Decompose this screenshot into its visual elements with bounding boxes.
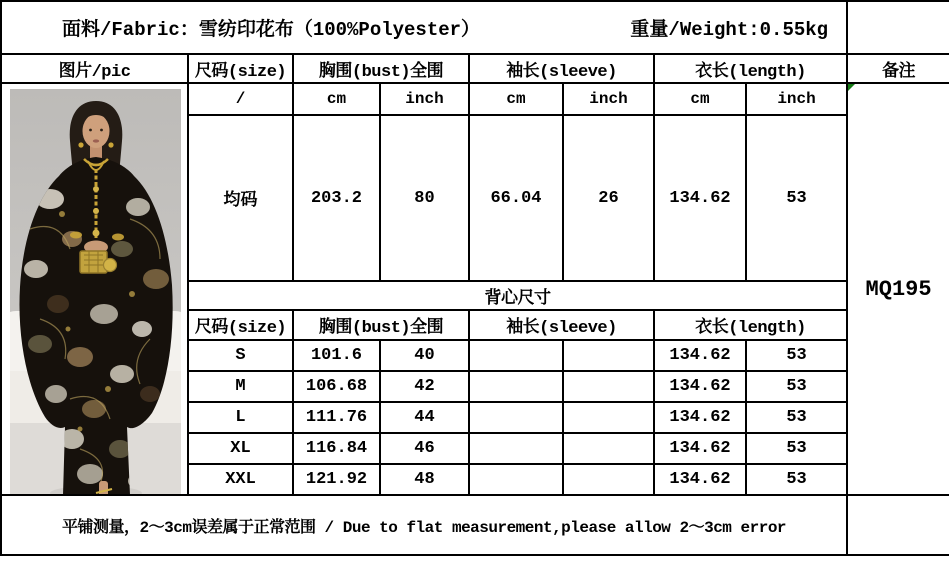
- vest-size-label: XL: [188, 433, 293, 464]
- vest-sleeve-inch: [563, 371, 654, 402]
- main-header-row: [1, 54, 949, 83]
- vest-bust-inch: 42: [380, 371, 469, 402]
- vest-length-cm: 134.62: [654, 340, 746, 371]
- product-photo: [10, 89, 181, 495]
- vest-length-inch: 53: [746, 402, 847, 433]
- product-photo-cell: [1, 83, 188, 495]
- vest-sleeve-cm: [469, 402, 563, 433]
- unit-slash-cell: /: [188, 83, 293, 115]
- vest-sleeve-cm: [469, 371, 563, 402]
- fabric-weight-row: [1, 1, 949, 54]
- vest-bust-inch: 48: [380, 464, 469, 495]
- one-size-sleeve-cm: 66.04: [469, 115, 563, 281]
- vest-length-inch: 53: [746, 371, 847, 402]
- footer-empty-cell: [847, 495, 949, 555]
- vest-sleeve-inch: [563, 402, 654, 433]
- vest-bust-inch: 44: [380, 402, 469, 433]
- col-header-size: 尺码(size): [188, 54, 293, 83]
- vest-col-size: 尺码(size): [188, 310, 293, 340]
- vest-length-inch: 53: [746, 340, 847, 371]
- notes-cell: [847, 83, 949, 495]
- fabric-weight-cell: [1, 1, 847, 54]
- vest-length-cm: 134.62: [654, 371, 746, 402]
- vest-col-length: 衣长(length): [654, 310, 847, 340]
- col-header-notes: 备注: [847, 54, 949, 83]
- unit-length-inch: inch: [746, 83, 847, 115]
- weight-label: 重量/Weight:0.55kg: [630, 19, 829, 41]
- vest-size-label: M: [188, 371, 293, 402]
- vest-sleeve-cm: [469, 340, 563, 371]
- unit-sleeve-cm: cm: [469, 83, 563, 115]
- vest-sleeve-inch: [563, 433, 654, 464]
- unit-length-cm: cm: [654, 83, 746, 115]
- unit-bust-cm: cm: [293, 83, 380, 115]
- vest-length-inch: 53: [746, 433, 847, 464]
- vest-bust-cm: 101.6: [293, 340, 380, 371]
- vest-sleeve-cm: [469, 464, 563, 495]
- units-row: [1, 83, 949, 115]
- one-size-bust-cm: 203.2: [293, 115, 380, 281]
- fabric-label: 面料/Fabric：雪纺印花布（100%Polyester）: [62, 19, 481, 41]
- footer-row: [1, 495, 949, 555]
- notes-value: MQ195: [865, 276, 932, 302]
- vest-bust-inch: 40: [380, 340, 469, 371]
- vest-section-title: 背心尺寸: [188, 281, 847, 310]
- vest-bust-cm: 116.84: [293, 433, 380, 464]
- footer-note: 平铺测量，2～3cm误差属于正常范围 / Due to flat measurement,please allow 2～3cm error: [62, 518, 787, 537]
- one-size-sleeve-inch: 26: [563, 115, 654, 281]
- unit-bust-inch: inch: [380, 83, 469, 115]
- vest-sleeve-cm: [469, 433, 563, 464]
- vest-length-cm: 134.62: [654, 464, 746, 495]
- col-header-sleeve: 袖长(sleeve): [469, 54, 654, 83]
- vest-length-cm: 134.62: [654, 433, 746, 464]
- one-size-length-cm: 134.62: [654, 115, 746, 281]
- vest-sleeve-inch: [563, 340, 654, 371]
- vest-bust-cm: 111.76: [293, 402, 380, 433]
- fabric-row-empty-cell: [847, 1, 949, 54]
- vest-length-cm: 134.62: [654, 402, 746, 433]
- col-header-bust: 胸围(bust)全围: [293, 54, 469, 83]
- vest-size-label: L: [188, 402, 293, 433]
- unit-sleeve-inch: inch: [563, 83, 654, 115]
- vest-bust-inch: 46: [380, 433, 469, 464]
- vest-length-inch: 53: [746, 464, 847, 495]
- vest-col-sleeve: 袖长(sleeve): [469, 310, 654, 340]
- footer-note-cell: [1, 495, 847, 555]
- vest-bust-cm: 121.92: [293, 464, 380, 495]
- vest-col-bust: 胸围(bust)全围: [293, 310, 469, 340]
- col-header-length: 衣长(length): [654, 54, 847, 83]
- col-header-pic: 图片/pic: [1, 54, 188, 83]
- one-size-label: 均码: [188, 115, 293, 281]
- vest-sleeve-inch: [563, 464, 654, 495]
- cell-error-marker-icon: [848, 84, 855, 91]
- vest-size-label: XXL: [188, 464, 293, 495]
- vest-bust-cm: 106.68: [293, 371, 380, 402]
- one-size-length-inch: 53: [746, 115, 847, 281]
- vest-size-label: S: [188, 340, 293, 371]
- one-size-bust-inch: 80: [380, 115, 469, 281]
